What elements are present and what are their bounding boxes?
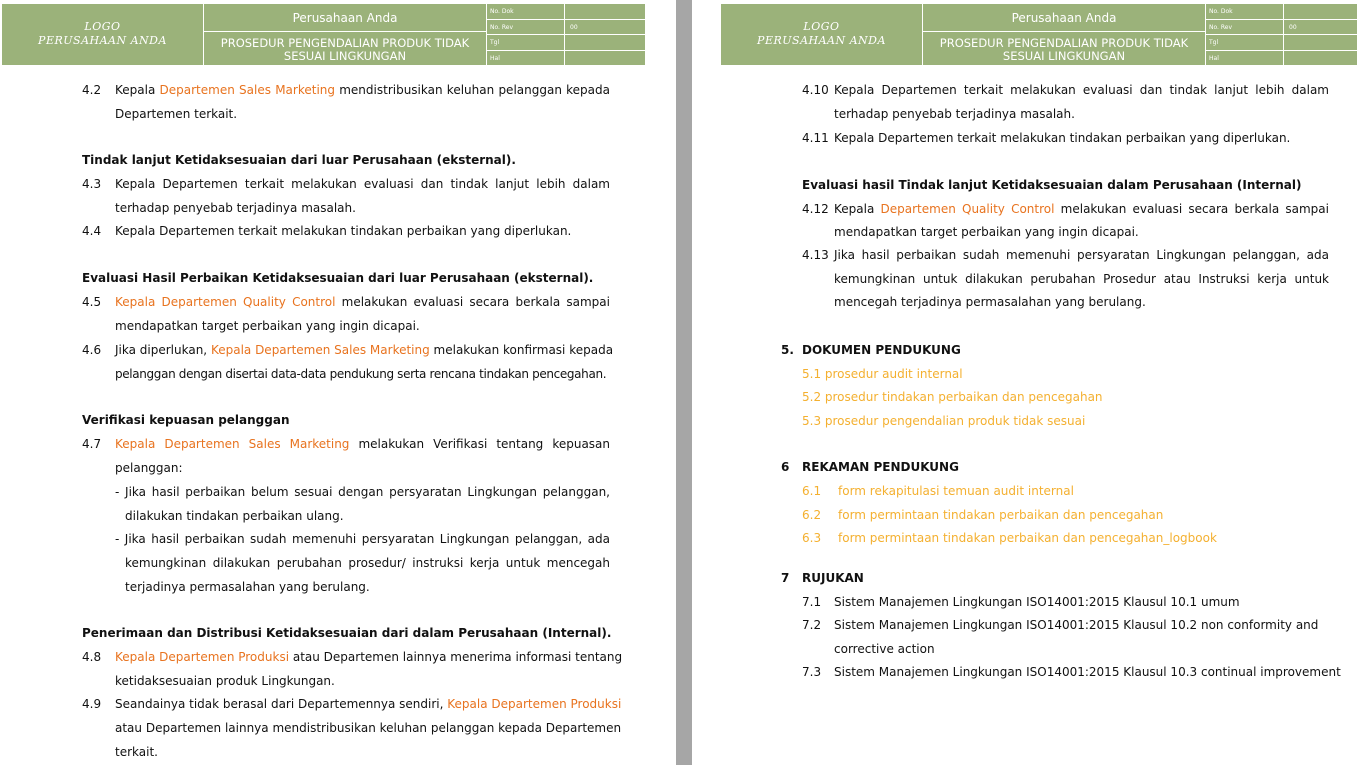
item-number: 4.2	[82, 83, 102, 97]
tgl-label: Tgl	[1206, 35, 1284, 51]
paragraph-line: ketidaksesuaian produk Lingkungan.	[115, 674, 335, 688]
tgl-value	[1284, 35, 1358, 51]
item-number: 4.5	[82, 295, 102, 309]
hal-label: Hal	[487, 51, 565, 67]
paragraph-line: Kepala Departemen terkait melakukan tindakan perbaikan yang diperlukan.	[115, 224, 572, 238]
section-title: DOKUMEN PENDUKUNG	[802, 343, 961, 357]
paragraph-line: Jika diperlukan, Kepala Departemen Sales Marketing melakukan konfirmasi kepada	[115, 343, 614, 357]
item-number: 4.13	[802, 248, 829, 262]
paragraph-line: Kepala Departemen terkait melakukan evaluasi dan tindak lanjut lebih dalam	[115, 177, 610, 191]
no-rev-label: No. Rev	[487, 20, 565, 36]
paragraph-line: mendapatkan target perbaikan yang ingin dicapai.	[115, 319, 420, 333]
paragraph-line: terkait.	[115, 745, 158, 759]
paragraph-line: Kepala Departemen Sales Marketing mendistribusikan keluhan pelanggan kepada	[115, 83, 610, 97]
section-heading: Penerimaan dan Distribusi Ketidaksesuaian dari dalam Perusahaan (Internal).	[82, 626, 612, 640]
section-title: RUJUKAN	[802, 571, 864, 585]
document-link[interactable]: 5.1 prosedur audit internal	[802, 367, 963, 381]
hal-value	[1284, 51, 1358, 67]
paragraph-line: Jika hasil perbaikan sudah memenuhi persyaratan Lingkungan pelanggan, ada	[834, 248, 1329, 262]
item-number: 4.3	[82, 177, 102, 191]
hal-value	[565, 51, 646, 67]
item-number: 4.7	[82, 437, 102, 451]
page-gutter	[676, 0, 692, 765]
paragraph-line: mencegah terjadinya permasalahan yang berulang.	[834, 295, 1146, 309]
reference-number: 7.1	[802, 595, 822, 609]
document-title: PROSEDUR PENGENDALIAN PRODUK TIDAK SESUAI LINGKUNGAN	[923, 32, 1206, 66]
paragraph-line: pelanggan dengan disertai data-data pendukung serta rencana tindakan pencegahan.	[115, 367, 607, 381]
document-title: PROSEDUR PENGENDALIAN PRODUK TIDAK SESUAI LINGKUNGAN	[204, 32, 487, 66]
record-number: 6.3	[802, 531, 822, 545]
bullet-line: dilakukan tindakan perbaikan ulang.	[125, 509, 344, 523]
company-name: Perusahaan Anda	[204, 4, 487, 32]
paragraph-line: Departemen terkait.	[115, 107, 238, 121]
paragraph-line: terhadap penyebab terjadinya masalah.	[834, 107, 1075, 121]
record-number: 6.2	[802, 508, 822, 522]
item-number: 4.11	[802, 131, 829, 145]
item-number: 4.12	[802, 202, 829, 216]
no-rev-label: No. Rev	[1206, 20, 1284, 36]
bullet-line: - Jika hasil perbaikan belum sesuai dengan persyaratan Lingkungan pelanggan,	[115, 485, 610, 499]
paragraph-line: terhadap penyebab terjadinya masalah.	[115, 201, 356, 215]
document-link[interactable]: 5.2 prosedur tindakan perbaikan dan pencegahan	[802, 390, 1103, 404]
reference-text: Sistem Manajemen Lingkungan ISO14001:2015 Klausul 10.3 continual improvement	[834, 665, 1341, 679]
record-link[interactable]: form permintaan tindakan perbaikan dan pencegahan	[838, 508, 1164, 522]
no-dok-label: No. Dok	[487, 4, 565, 20]
reference-number: 7.3	[802, 665, 822, 679]
paragraph-line: Kepala Departemen terkait melakukan evaluasi dan tindak lanjut lebih dalam	[834, 83, 1329, 97]
paragraph-line: Kepala Departemen Quality Control melakukan evaluasi secara berkala sampai	[115, 295, 610, 309]
paragraph-line: mendapatkan target perbaikan yang ingin dicapai.	[834, 225, 1139, 239]
reference-text: Sistem Manajemen Lingkungan ISO14001:2015 Klausul 10.1 umum	[834, 595, 1240, 609]
tgl-label: Tgl	[487, 35, 565, 51]
bullet-line: - Jika hasil perbaikan sudah memenuhi persyaratan Lingkungan pelanggan, ada	[115, 532, 610, 546]
paragraph-line: Seandainya tidak berasal dari Departemennya sendiri, Kepala Departemen Produksi	[115, 697, 622, 711]
item-number: 4.9	[82, 697, 102, 711]
tgl-value	[565, 35, 646, 51]
record-number: 6.1	[802, 484, 822, 498]
section-number: 7	[781, 571, 790, 585]
item-number: 4.4	[82, 224, 102, 238]
document-header	[2, 4, 646, 66]
section-number: 6	[781, 460, 790, 474]
paragraph-line: pelanggan:	[115, 461, 183, 475]
paragraph-line: Kepala Departemen terkait melakukan tindakan perbaikan yang diperlukan.	[834, 131, 1291, 145]
section-heading: Verifikasi kepuasan pelanggan	[82, 413, 290, 427]
item-number: 4.10	[802, 83, 829, 97]
section-title: REKAMAN PENDUKUNG	[802, 460, 959, 474]
document-page-left	[0, 0, 676, 765]
no-dok-label: No. Dok	[1206, 4, 1284, 20]
company-logo: LOGO PERUSAHAAN ANDA	[2, 4, 204, 66]
document-link[interactable]: 5.3 prosedur pengendalian produk tidak sesuai	[802, 414, 1086, 428]
company-logo: LOGO PERUSAHAAN ANDA	[721, 4, 923, 66]
record-link[interactable]: form permintaan tindakan perbaikan dan pencegahan_logbook	[838, 531, 1217, 545]
no-rev-value: 00	[565, 20, 646, 36]
item-number: 4.6	[82, 343, 102, 357]
bullet-line: terjadinya permasalahan yang berulang.	[125, 580, 370, 594]
no-rev-value: 00	[1284, 20, 1358, 36]
document-page-right	[692, 0, 1370, 765]
reference-text: corrective action	[834, 642, 935, 656]
section-number: 5.	[781, 343, 794, 357]
hal-label: Hal	[1206, 51, 1284, 67]
reference-number: 7.2	[802, 618, 822, 632]
paragraph-line: atau Departemen lainnya mendistribusikan keluhan pelanggan kepada Departemen	[115, 721, 622, 735]
no-dok-value	[1284, 4, 1358, 20]
paragraph-line: Kepala Departemen Quality Control melakukan evaluasi secara berkala sampai	[834, 202, 1329, 216]
document-header	[721, 4, 1358, 66]
bullet-line: kemungkinan dilakukan perubahan prosedur/ instruksi kerja untuk mencegah	[125, 556, 610, 570]
company-name: Perusahaan Anda	[923, 4, 1206, 32]
section-heading: Evaluasi Hasil Perbaikan Ketidaksesuaian dari luar Perusahaan (eksternal).	[82, 271, 594, 285]
item-number: 4.8	[82, 650, 102, 664]
section-heading: Tindak lanjut Ketidaksesuaian dari luar Perusahaan (eksternal).	[82, 153, 516, 167]
paragraph-line: Kepala Departemen Sales Marketing melakukan Verifikasi tentang kepuasan	[115, 437, 611, 451]
paragraph-line: Kepala Departemen Produksi atau Departemen lainnya menerima informasi tentang	[115, 650, 623, 664]
record-link[interactable]: form rekapitulasi temuan audit internal	[838, 484, 1074, 498]
section-heading: Evaluasi hasil Tindak lanjut Ketidaksesuaian dalam Perusahaan (Internal)	[802, 178, 1302, 192]
paragraph-line: kemungkinan untuk dilakukan perubahan Prosedur atau Instruksi kerja untuk	[834, 272, 1329, 286]
reference-text: Sistem Manajemen Lingkungan ISO14001:2015 Klausul 10.2 non conformity and	[834, 618, 1319, 632]
no-dok-value	[565, 4, 646, 20]
